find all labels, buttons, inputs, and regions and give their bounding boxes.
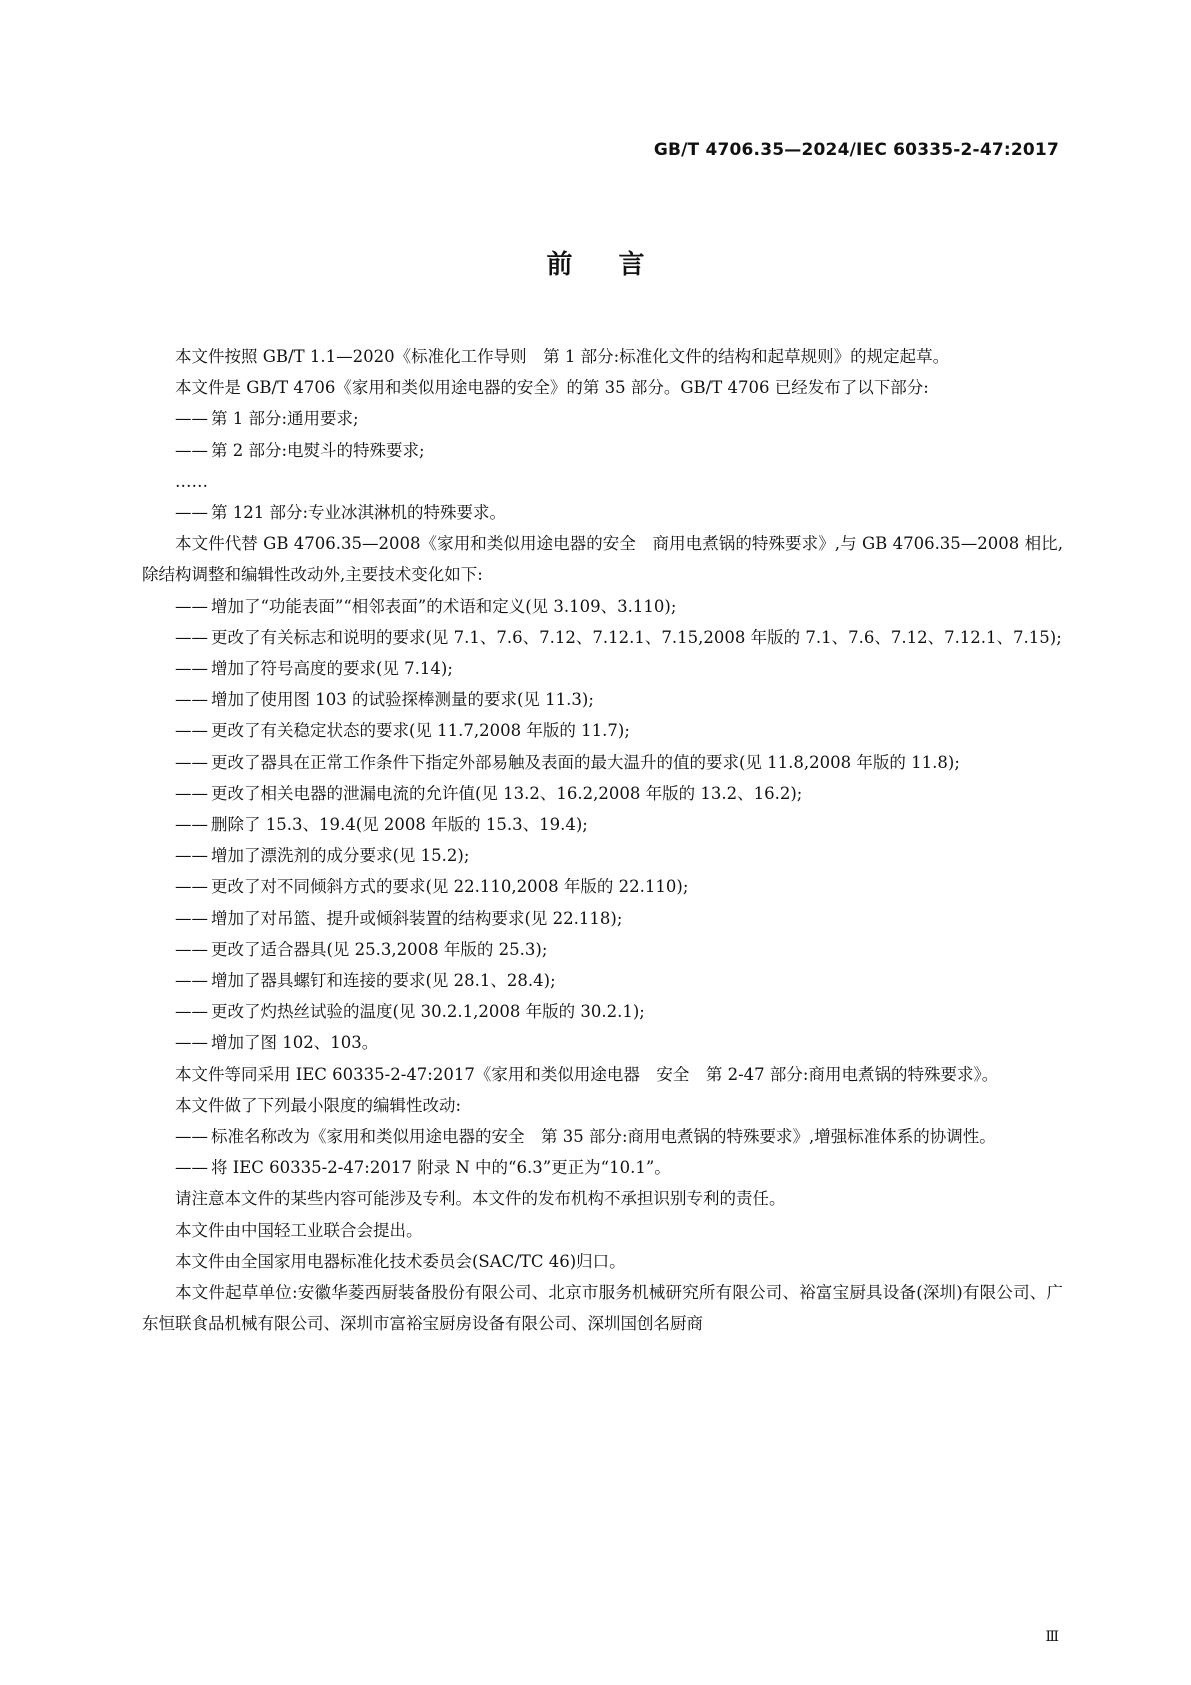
list-item-text: 增加了“功能表面”“相邻表面”的术语和定义(见 3.109、3.110); — [211, 596, 677, 616]
list-item-text: 第 2 部分:电熨斗的特殊要求; — [211, 440, 425, 460]
list-item — [142, 435, 1063, 466]
list-dash: —— — [175, 1158, 208, 1178]
document-body — [142, 341, 1063, 1340]
page-title: 前言 — [546, 250, 691, 280]
list-dash: —— — [175, 503, 208, 523]
list-item-text: 第 1 部分:通用要求; — [211, 409, 359, 429]
paragraph: 本文件等同采用 IEC 60335-2-47:2017《家用和类似用途电器 安全 第 2-47 部分:商用电煮锅的特殊要求》。 — [175, 1064, 999, 1084]
list-item-text: 更改了适合器具(见 25.3,2008 年版的 25.3); — [211, 939, 548, 959]
list-item — [142, 1121, 1063, 1152]
list-item — [142, 684, 1063, 715]
paragraph: 本文件按照 GB/T 1.1—2020《标准化工作导则 第 1 部分:标准化文件的结构和起草规则》的规定起草。 — [175, 347, 950, 366]
list-dash: —— — [175, 1033, 208, 1053]
list-item-text: 更改了灼热丝试验的温度(见 30.2.1,2008 年版的 30.2.1); — [211, 1002, 645, 1022]
list-item-text: 增加了对吊篮、提升或倾斜装置的结构要求(见 22.118); — [211, 908, 623, 928]
list-item — [142, 996, 1063, 1027]
ellipsis-line: …… — [175, 471, 208, 491]
list-dash: —— — [175, 908, 208, 928]
list-dash: —— — [175, 409, 208, 429]
list-item-text: 标准名称改为《家用和类似用途电器的安全 第 35 部分:商用电煮锅的特殊要求》,增强标准体系的协调性。 — [211, 1127, 996, 1147]
list-item — [142, 622, 1063, 653]
paragraph: 请注意本文件的某些内容可能涉及专利。本文件的发布机构不承担识别专利的责任。 — [175, 1189, 786, 1209]
list-dash: —— — [175, 596, 208, 616]
list-item-text: 增加了图 102、103。 — [211, 1033, 379, 1053]
list-item — [142, 1152, 1063, 1183]
list-item — [142, 903, 1063, 934]
list-dash: —— — [175, 1002, 208, 1022]
list-item — [142, 809, 1063, 840]
list-dash: —— — [175, 627, 208, 647]
list-item-text: 更改了对不同倾斜方式的要求(见 22.110,2008 年版的 22.110); — [211, 877, 689, 897]
standard-number: GB/T 4706.35—2024/IEC 60335-2-47:2017 — [653, 140, 1059, 160]
list-dash: —— — [175, 659, 208, 679]
list-item-text: 增加了器具螺钉和连接的要求(见 28.1、28.4); — [211, 971, 556, 991]
list-dash: —— — [175, 690, 208, 710]
list-item-text: 更改了相关电器的泄漏电流的允许值(见 13.2、16.2,2008 年版的 13.2、16.2); — [211, 783, 803, 803]
list-item — [142, 840, 1063, 871]
list-item — [142, 871, 1063, 902]
list-item — [142, 778, 1063, 809]
list-dash: —— — [175, 440, 208, 460]
list-item-text: 更改了器具在正常工作条件下指定外部易触及表面的最大温升的值的要求(见 11.8,2008 年版的 11.8); — [211, 752, 960, 772]
list-item — [142, 497, 1063, 528]
list-dash: —— — [175, 877, 208, 897]
list-item — [142, 965, 1063, 996]
list-dash: —— — [175, 721, 208, 741]
list-dash: —— — [175, 1127, 208, 1147]
list-item — [142, 715, 1063, 746]
list-item-text: 增加了符号高度的要求(见 7.14); — [211, 659, 453, 679]
list-item-text: 第 121 部分:专业冰淇淋机的特殊要求。 — [211, 503, 507, 523]
list-item — [142, 934, 1063, 965]
paragraph: 本文件是 GB/T 4706《家用和类似用途电器的安全》的第 35 部分。GB/T 4706 已经发布了以下部分: — [175, 378, 929, 398]
list-item-text: 增加了使用图 103 的试验探棒测量的要求(见 11.3); — [211, 690, 594, 710]
list-item — [142, 653, 1063, 684]
page-number: Ⅲ — [1045, 1629, 1059, 1645]
list-item — [142, 1027, 1063, 1058]
paragraph: 本文件做了下列最小限度的编辑性改动: — [175, 1095, 462, 1115]
list-item-text: 更改了有关稳定状态的要求(见 11.7,2008 年版的 11.7); — [211, 721, 630, 741]
list-item-text: 将 IEC 60335-2-47:2017 附录 N 中的“6.3”更正为“10.1”。 — [211, 1158, 671, 1178]
list-dash: —— — [175, 939, 208, 959]
list-item-text: 删除了 15.3、19.4(见 2008 年版的 15.3、19.4); — [211, 815, 588, 835]
paragraph: 本文件由全国家用电器标准化技术委员会(SAC/TC 46)归口。 — [175, 1251, 626, 1271]
list-dash: —— — [175, 846, 208, 866]
list-item — [142, 403, 1063, 434]
paragraph: 本文件代替 GB 4706.35—2008《家用和类似用途电器的安全 商用电煮锅的特殊要求》,与 GB 4706.35—2008 相比,除结构调整和编辑性改动外,主要技术变化如下: — [142, 534, 1063, 585]
list-dash: —— — [175, 815, 208, 835]
list-dash: —— — [175, 752, 208, 772]
list-dash: —— — [175, 971, 208, 991]
list-item — [142, 747, 1063, 778]
list-item — [142, 591, 1063, 622]
list-dash: —— — [175, 783, 208, 803]
paragraph: 本文件由中国轻工业联合会提出。 — [175, 1220, 423, 1240]
list-item-text: 增加了漂洗剂的成分要求(见 15.2); — [211, 846, 470, 866]
paragraph: 本文件起草单位:安徽华菱西厨装备股份有限公司、北京市服务机械研究所有限公司、裕富宝厨具设备(深圳)有限公司、广东恒联食品机械有限公司、深圳市富裕宝厨房设备有限公司、深圳国创名厨商 — [142, 1283, 1063, 1334]
list-item-text: 更改了有关标志和说明的要求(见 7.1、7.6、7.12、7.12.1、7.15,2008 年版的 7.1、7.6、7.12、7.12.1、7.15); — [211, 627, 1062, 647]
